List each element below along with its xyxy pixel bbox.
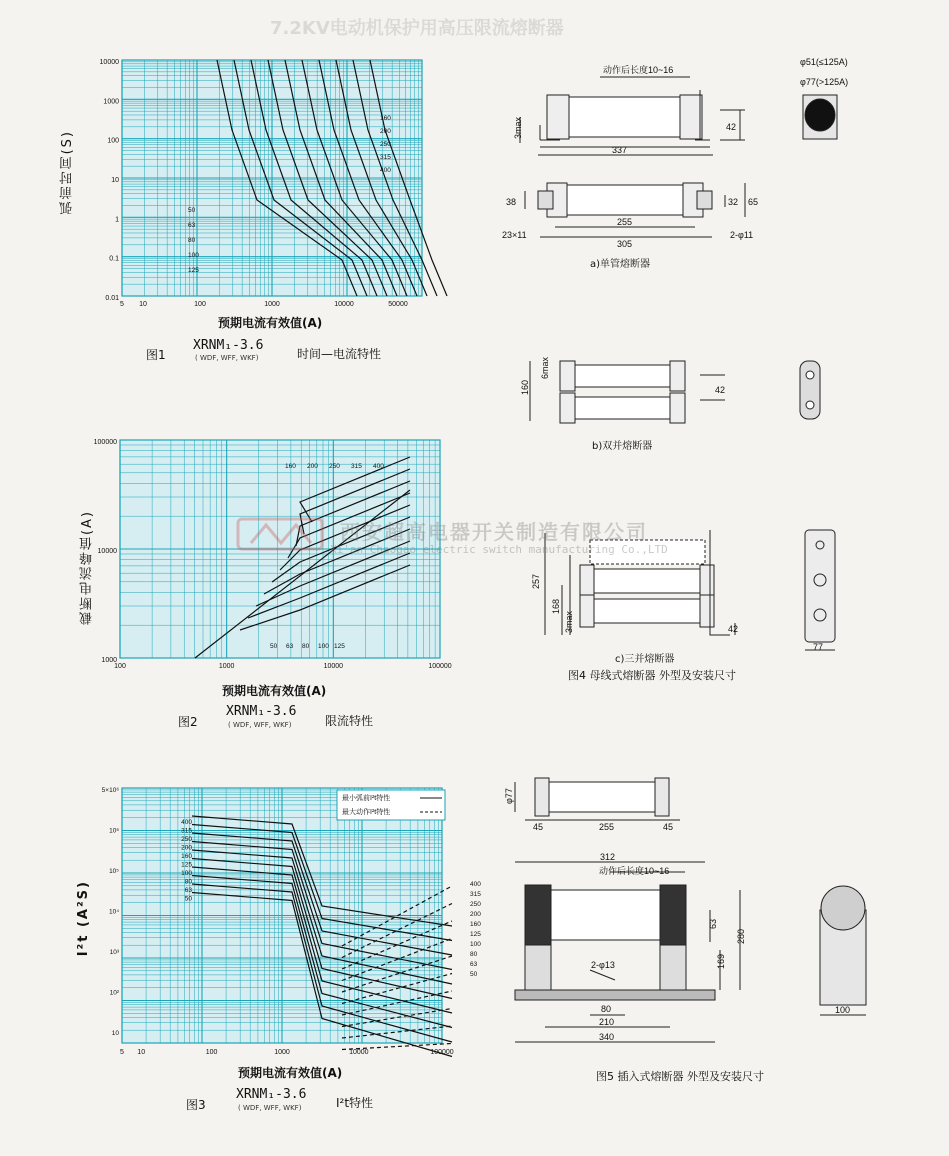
fig1-rating-left: 63 (188, 222, 196, 229)
fig1-xtick: 5 (120, 301, 124, 308)
fig1-ytick: 0.1 (109, 255, 119, 263)
watermark-en: Xi'an Chaogao electric switch manufacturing Co.,LTD (330, 543, 668, 556)
fig4c-dim-77: 77 (813, 642, 824, 652)
fig3-i2t-chart (100, 780, 481, 1056)
fig4c-dim-3max: 3max (564, 610, 574, 633)
fig3-label: 图3 (186, 1098, 206, 1112)
fig2-model: XRNM₁-3.6 (226, 704, 297, 719)
fig2-xtick: 100 (114, 663, 126, 670)
fig3-rating-right: 80 (470, 951, 478, 958)
fig4b-dim-160: 160 (520, 379, 530, 395)
fig1-xtick: 10000 (334, 301, 354, 308)
fig1-ytick: 100 (107, 137, 119, 145)
fig1-title: 时间—电流特性 (297, 347, 382, 361)
fig3-rating-right: 250 (470, 901, 481, 908)
fig5-plug-in-fuse-drawing (495, 770, 895, 1050)
fig1-rating-left: 80 (188, 237, 196, 244)
fig5-after-action: 动作后长度10~16 (599, 866, 670, 876)
fig1-rating-left: 125 (188, 267, 199, 274)
fig4c-dim-257: 257 (531, 573, 541, 589)
fig1-time-current-chart (99, 52, 430, 308)
fig3-rating-left: 200 (181, 844, 192, 852)
fig2-rating-bottom: 63 (286, 643, 294, 650)
fig3-rating-right: 400 (470, 881, 481, 888)
fig3-rating-left: 100 (181, 870, 192, 877)
fig3-legend-min: 最小弧前I²t特性 (342, 795, 391, 802)
fig3-legend-max: 最大动作I²t特性 (342, 809, 391, 816)
fig3-ytick: 10⁶ (109, 827, 119, 835)
fig4a-dim-305: 305 (617, 239, 633, 249)
fig4a-phi-b: φ77(>125A) (800, 77, 849, 87)
fig3-xtick: 1000 (274, 1049, 290, 1056)
fig3-rating-left: 50 (184, 895, 192, 903)
fig5-dim-63: 63 (708, 918, 718, 929)
fig4a-dim-42: 42 (726, 122, 737, 132)
fig4a-dim-3max: 3max (513, 116, 523, 139)
fig2-ytick: 10000 (97, 548, 117, 555)
fig3-xtick: 10 (137, 1049, 146, 1056)
fig1-rating-right: 250 (380, 141, 391, 148)
fig5-dim-45b: 45 (663, 822, 674, 832)
fig1-label: 图1 (146, 348, 166, 362)
fig1-rating-right: 200 (380, 128, 391, 135)
fig5-dim-80: 80 (601, 1004, 612, 1014)
fig3-model-sub: ( WDF, WFF, WKF) (238, 1104, 302, 1112)
fig3-rating-left: 80 (184, 878, 192, 886)
fig3-rating-left: 315 (181, 827, 192, 835)
fig5-dim-phi77: φ77 (504, 788, 514, 804)
fig4a-single-tube-drawing (500, 55, 920, 255)
fig1-rating-right: 160 (380, 115, 391, 122)
fig1-ytick: 10 (111, 177, 119, 184)
fig3-rating-left: 250 (181, 836, 192, 843)
watermark-logo (236, 515, 326, 555)
fig4a-dim-23x11: 23×11 (502, 230, 527, 240)
fig2-rating-bottom: 80 (302, 643, 310, 650)
fig2-xtick: 100000 (428, 663, 452, 670)
fig2-rating-top: 160 (285, 463, 296, 470)
fig4a-phi-a: φ51(≤125A) (800, 57, 848, 67)
fig3-ytick: 10 (111, 1029, 119, 1037)
fig3-rating-left: 160 (181, 853, 192, 860)
fig1-xtick: 10 (139, 301, 147, 308)
fig2-label: 图2 (178, 715, 198, 729)
watermark-cn: 西安超高电器开关制造有限公司 (340, 520, 648, 544)
fig3-rating-right: 100 (470, 941, 481, 948)
fig5-dim-100: 100 (835, 1005, 851, 1015)
fig1-ytick: 1000 (103, 98, 119, 106)
fig3-rating-left: 63 (184, 887, 192, 894)
fig5-dim-255: 255 (599, 822, 615, 832)
fig1-ytick: 1 (115, 216, 119, 224)
fig4-caption: 图4 母线式熔断器 外型及安装尺寸 (568, 669, 736, 682)
fig5-dim-280: 280 (736, 928, 746, 944)
fig3-rating-right: 50 (470, 971, 478, 978)
fig3-xlabel: 预期电流有效值(A) (238, 1066, 343, 1080)
fig2-rating-top: 250 (329, 463, 340, 470)
fig2-xlabel: 预期电流有效值(A) (222, 684, 327, 698)
fig1-rating-left: 50 (188, 207, 196, 214)
fig3-rating-left: 125 (181, 861, 192, 869)
fig1-model-sub: ( WDF, WFF, WKF) (195, 354, 259, 362)
fig1-rating-left: 100 (188, 252, 199, 259)
faint-header: 7.2KV电动机保护用高压限流熔断器 (270, 18, 564, 39)
fig2-model-sub: ( WDF, WFF, WKF) (228, 721, 292, 729)
fig2-rating-bottom: 50 (270, 643, 278, 650)
fig4a-label: a)单管熔断器 (590, 259, 651, 270)
fig3-ylabel: I²t (A²S) (76, 880, 91, 957)
fig3-xtick: 5 (120, 1049, 124, 1056)
fig4c-label: c)三并熔断器 (615, 654, 675, 665)
fig2-rating-bottom: 100 (318, 643, 329, 650)
fig2-rating-top: 200 (307, 463, 318, 470)
fig4a-dim-337: 337 (612, 145, 628, 155)
fig3-rating-right: 200 (470, 911, 481, 918)
fig1-ylabel: 弧前时间(S) (60, 130, 75, 215)
fig5-dim-312: 312 (600, 852, 616, 862)
fig5-dim-210: 210 (599, 1017, 615, 1027)
fig1-ytick: 0.01 (105, 295, 119, 302)
fig3-ytick: 5×10⁶ (101, 787, 119, 794)
fig3-ytick: 10² (109, 989, 119, 997)
fig4c-dim-168: 168 (551, 598, 561, 614)
fig4a-dim-2phi11: 2-φ11 (730, 230, 754, 240)
fig1-ytick: 10000 (99, 59, 119, 66)
fig2-ylabel: 截断电流峰值(A) (80, 510, 95, 626)
fig2-rating-bottom: 125 (334, 643, 345, 650)
fig4c-dim-42: 42 (728, 624, 739, 634)
fig4a-dim-38: 38 (506, 197, 517, 207)
fig3-ytick: 10⁵ (109, 867, 119, 875)
fig4b-dim-42: 42 (715, 385, 726, 395)
fig3-title: I²t特性 (336, 1096, 374, 1110)
fig2-xtick: 1000 (218, 663, 235, 670)
fig2-rating-top: 315 (351, 463, 362, 470)
fig1-xlabel: 预期电流有效值(A) (218, 316, 323, 330)
fig3-xtick: 10000 (349, 1049, 369, 1056)
fig2-ytick: 100000 (93, 439, 117, 446)
fig2-xtick: 10000 (323, 663, 344, 670)
fig3-xtick: 100000 (430, 1049, 454, 1056)
fig5-dim-2phi13: 2-φ13 (591, 960, 615, 970)
fig3-model: XRNM₁-3.6 (236, 1087, 307, 1102)
fig3-rating-right: 125 (470, 931, 481, 938)
fig3-rating-right: 315 (470, 891, 481, 898)
fig3-rating-left: 400 (181, 819, 192, 826)
fig3-rating-right: 160 (470, 921, 481, 928)
fig1-xtick: 1000 (264, 301, 280, 308)
fig3-ytick: 10⁴ (108, 908, 119, 916)
fig1-model: XRNM₁-3.6 (193, 338, 264, 353)
fig5-dim-45a: 45 (533, 822, 544, 832)
fig2-ytick: 1000 (101, 657, 117, 664)
fig4a-dim-32: 32 (728, 197, 739, 207)
fig4a-after-action: 动作后长度10~16 (603, 65, 674, 75)
fig4b-double-tube-drawing (510, 355, 910, 435)
fig5-caption: 图5 插入式熔断器 外型及安装尺寸 (596, 1070, 764, 1083)
fig4a-dim-255: 255 (617, 217, 633, 227)
fig4b-label: b)双并熔断器 (592, 441, 653, 452)
fig1-rating-right: 400 (380, 167, 391, 174)
fig2-title: 限流特性 (325, 714, 374, 728)
fig5-dim-169: 169 (716, 953, 726, 969)
fig4b-dim-6max: 6max (540, 356, 550, 379)
fig3-xtick: 100 (205, 1049, 218, 1056)
fig3-rating-right: 63 (470, 961, 478, 968)
fig1-xtick: 100 (194, 301, 206, 308)
fig2-rating-top: 400 (373, 463, 384, 470)
fig3-ytick: 10³ (109, 948, 119, 956)
fig5-dim-340: 340 (599, 1032, 615, 1042)
fig1-rating-right: 315 (380, 154, 391, 161)
fig1-xtick: 50000 (388, 301, 408, 308)
fig4a-dim-65: 65 (748, 197, 759, 207)
